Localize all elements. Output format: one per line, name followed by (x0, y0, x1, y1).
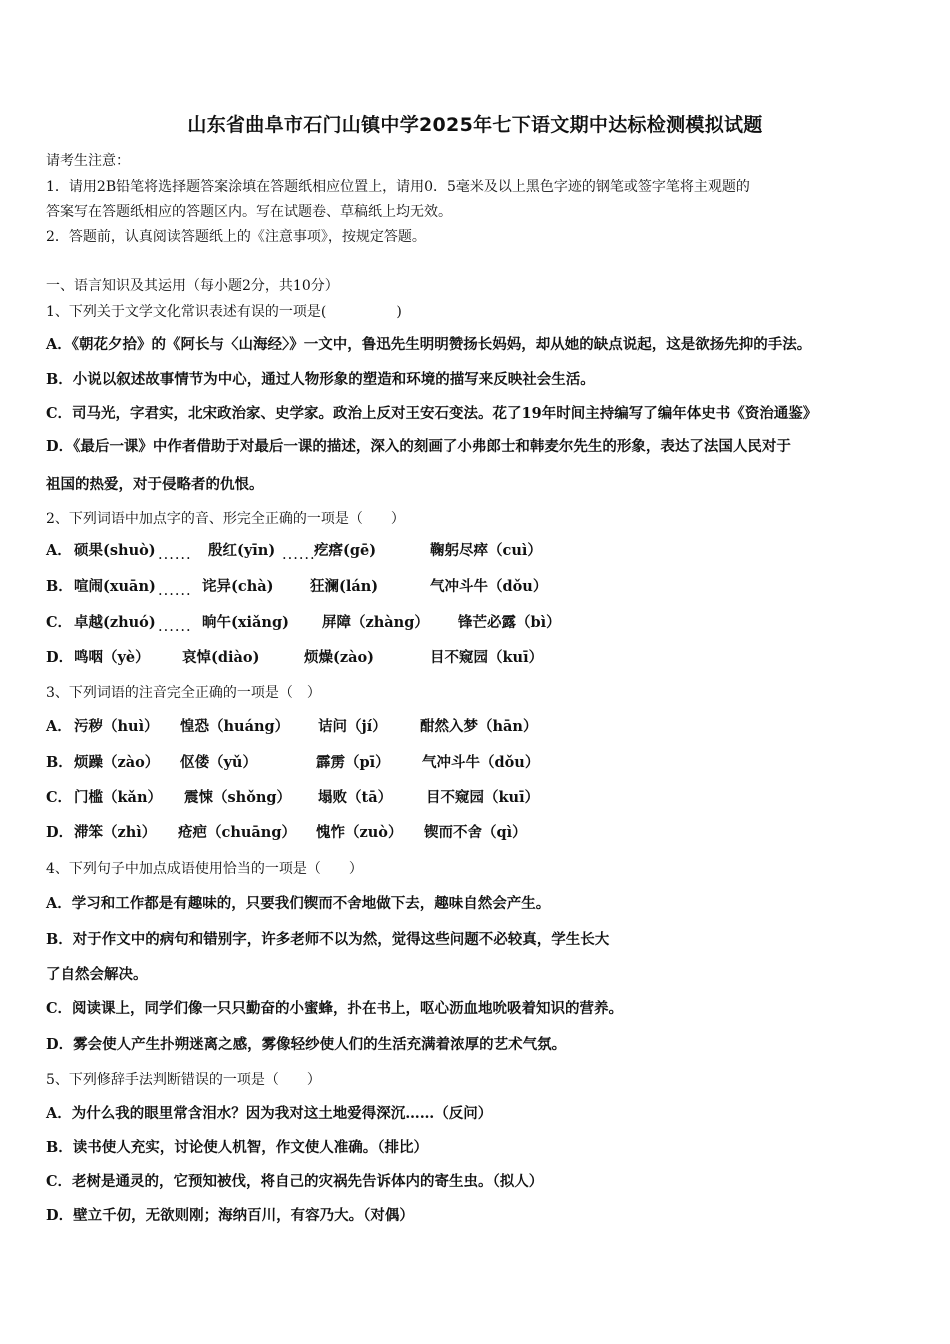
q2-option-b: B． 喧闹(xuān) ...... 诧异(chà) 狂澜(lán) 气冲斗牛（dǒu） (46, 578, 548, 599)
notice-item-2: 2．答题前，认真阅读答题纸上的《注意事项》，按规定答题。 (46, 229, 426, 245)
q4-option-c: C．阅读课上，同学们像一只只勤奋的小蜜蜂，扑在书上，呕心沥血地吮吸着知识的营养。 (46, 1000, 624, 1017)
notice-heading: 请考生注意： (46, 153, 130, 169)
q3-option-d: D． 滞笨（zhì） 疮疤（chuāng） 愧怍（zuò） 锲而不舍（qì） (46, 824, 527, 841)
q4-option-b-cont: 了自然会解决。 (46, 966, 148, 983)
notice-item-1: 1．请用2B铅笔将选择题答案涂填在答题纸相应位置上，请用0．5毫米及以上黑色字迹的钢笔或签字笔将主观题的 (46, 179, 750, 195)
q2-stem: 2、下列词语中加点字的音、形完全正确的一项是（ ） (46, 511, 405, 527)
q4-stem: 4、下列句子中加点成语使用恰当的一项是（ ） (46, 861, 363, 877)
q2-option-a: A． 硕果(shuò) ...... 殷红(yīn) ...... 疙瘩(gē) 鞠躬尽瘁（cuì） (46, 542, 542, 563)
q5-stem: 5、下列修辞手法判断错误的一项是（ ） (46, 1072, 321, 1088)
section-heading: 一、语言知识及其运用（每小题2分，共10分） (46, 278, 339, 294)
q2-option-d: D． 鸣咽（yè） 哀悼(diào) 烦燥(zào) 目不窥园（kuī） (46, 649, 544, 666)
q1-option-d-cont: 祖国的热爱，对于侵略者的仇恨。 (46, 476, 264, 493)
q5-option-a: A．为什么我的眼里常含泪水？因为我对这土地爱得深沉……（反问） (46, 1105, 493, 1122)
notice-item-1-cont: 答案写在答题纸相应的答题区内。写在试题卷、草稿纸上均无效。 (46, 204, 452, 220)
q3-option-a: A． 污秽（huì） 惶恐（huáng） 诘问（jí） 酣然入梦（hān） (46, 718, 538, 735)
q2-option-c: C． 卓越(zhuó) ...... 晌午(xiǎng) 屏障（zhàng） 锋芒必露（bì） (46, 614, 561, 635)
q1-option-c: C．司马光，字君实，北宋政治家、史学家。政治上反对王安石变法。花了19年时间主持编写了编年体史书《资治通鉴》 (46, 405, 818, 422)
q1-stem: 1、下列关于文学文化常识表述有误的一项是( ) (46, 304, 402, 320)
q3-stem: 3、下列词语的注音完全正确的一项是（ ） (46, 685, 321, 701)
q4-option-a: A．学习和工作都是有趣味的，只要我们锲而不舍地做下去，趣味自然会产生。 (46, 895, 551, 912)
q5-option-d: D．壁立千仞，无欲则刚；海纳百川，有容乃大。（对偶） (46, 1207, 414, 1224)
exam-title: 山东省曲阜市石门山镇中学2025年七下语文期中达标检测模拟试题 (187, 114, 763, 136)
q5-option-b: B．读书使人充实，讨论使人机智，作文使人准确。（排比） (46, 1139, 429, 1156)
q1-option-a: A．《朝花夕拾》的《阿长与〈山海经〉》一文中，鲁迅先生明明赞扬长妈妈，却从她的缺点说起，这是欲扬先抑的手法。 (46, 336, 812, 353)
q4-option-d: D．雾会使人产生扑朔迷离之感，雾像轻纱使人们的生活充满着浓厚的艺术气氛。 (46, 1036, 567, 1053)
q4-option-b: B．对于作文中的病句和错别字，许多老师不以为然，觉得这些问题不必较真，学生长大 (46, 931, 610, 948)
q3-option-c: C． 门槛（kǎn） 震悚（shǒng） 塌败（tā） 目不窥园（kuī） (46, 789, 540, 806)
q3-option-b: B． 烦躁（zào） 伛偻（yǔ） 霹雳（pī） 气冲斗牛（dǒu） (46, 754, 540, 771)
q1-option-d: D．《最后一课》中作者借助于对最后一课的描述，深入的刻画了小弗郎士和韩麦尔先生的形象，表达了法国人民对于 (46, 438, 791, 455)
q1-option-b: B．小说以叙述故事情节为中心，通过人物形象的塑造和环境的描写来反映社会生活。 (46, 371, 595, 388)
q5-option-c: C．老树是通灵的，它预知被伐，将自己的灾祸先告诉体内的寄生虫。（拟人） (46, 1173, 544, 1190)
